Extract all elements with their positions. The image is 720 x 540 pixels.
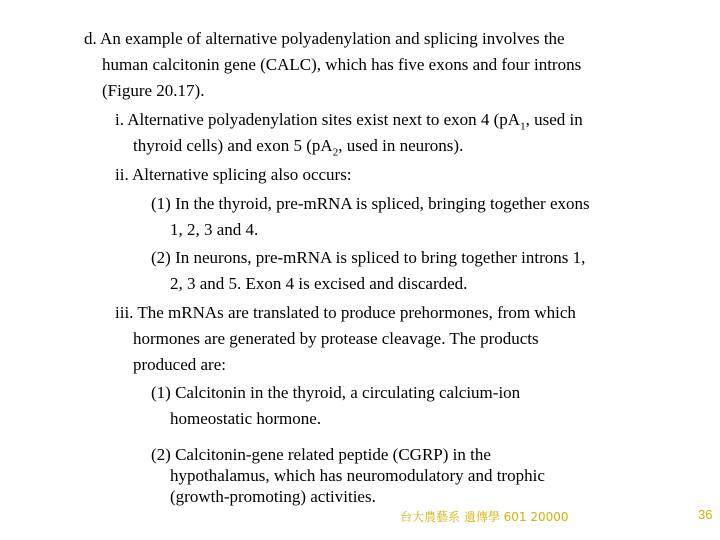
point-iii-line-2: hormones are generated by protease cleavage. The products bbox=[133, 329, 539, 348]
point-ii-line-1: ii. Alternative splicing also occurs: bbox=[115, 165, 352, 184]
section-d-line-3: (Figure 20.17). bbox=[102, 81, 205, 100]
pa1-subscript: 1 bbox=[520, 120, 526, 133]
point-i-line-1 bbox=[115, 110, 583, 133]
point-i-line-1-text-b: , used in bbox=[525, 110, 583, 129]
point-iii-line-1: iii. The mRNAs are translated to produce prehormones, from which bbox=[115, 303, 576, 322]
point-iii-item-1-line-1: (1) Calcitonin in the thyroid, a circulating calcium-ion bbox=[151, 383, 521, 402]
point-i-line-2-text-b: , used in neurons). bbox=[338, 136, 464, 155]
point-iii-item-2-line-2: hypothalamus, which has neuromodulatory and trophic bbox=[170, 466, 545, 485]
footer-course-label: 台大農藝系 遺傳學 601 20000 bbox=[400, 510, 569, 524]
point-ii-item-1-line-2: 1, 2, 3 and 4. bbox=[170, 220, 259, 239]
point-i-line-2 bbox=[133, 136, 464, 159]
point-ii-item-2-line-1: (2) In neurons, pre-mRNA is spliced to bring together introns 1, bbox=[151, 248, 586, 267]
point-i-line-2-text-a: thyroid cells) and exon 5 (pA bbox=[133, 136, 333, 155]
point-ii-item-1-line-1: (1) In the thyroid, pre-mRNA is spliced, bringing together exons bbox=[151, 194, 590, 213]
page-number: 36 bbox=[698, 507, 713, 522]
point-i-line-1-text-a: i. Alternative polyadenylation sites exist next to exon 4 (pA bbox=[115, 110, 521, 129]
section-d-line-2: human calcitonin gene (CALC), which has five exons and four introns bbox=[102, 55, 582, 74]
section-d-line-1: d. An example of alternative polyadenylation and splicing involves the bbox=[84, 29, 565, 48]
point-iii-item-1-line-2: homeostatic hormone. bbox=[170, 409, 322, 428]
point-iii-item-2-line-1: (2) Calcitonin-gene related peptide (CGRP) in the bbox=[151, 445, 491, 464]
point-ii-item-2-line-2: 2, 3 and 5. Exon 4 is excised and discarded. bbox=[170, 274, 468, 293]
point-iii-line-3: produced are: bbox=[133, 355, 226, 374]
point-iii-item-2-line-3: (growth-promoting) activities. bbox=[170, 487, 376, 506]
pa2-subscript: 2 bbox=[332, 146, 339, 159]
